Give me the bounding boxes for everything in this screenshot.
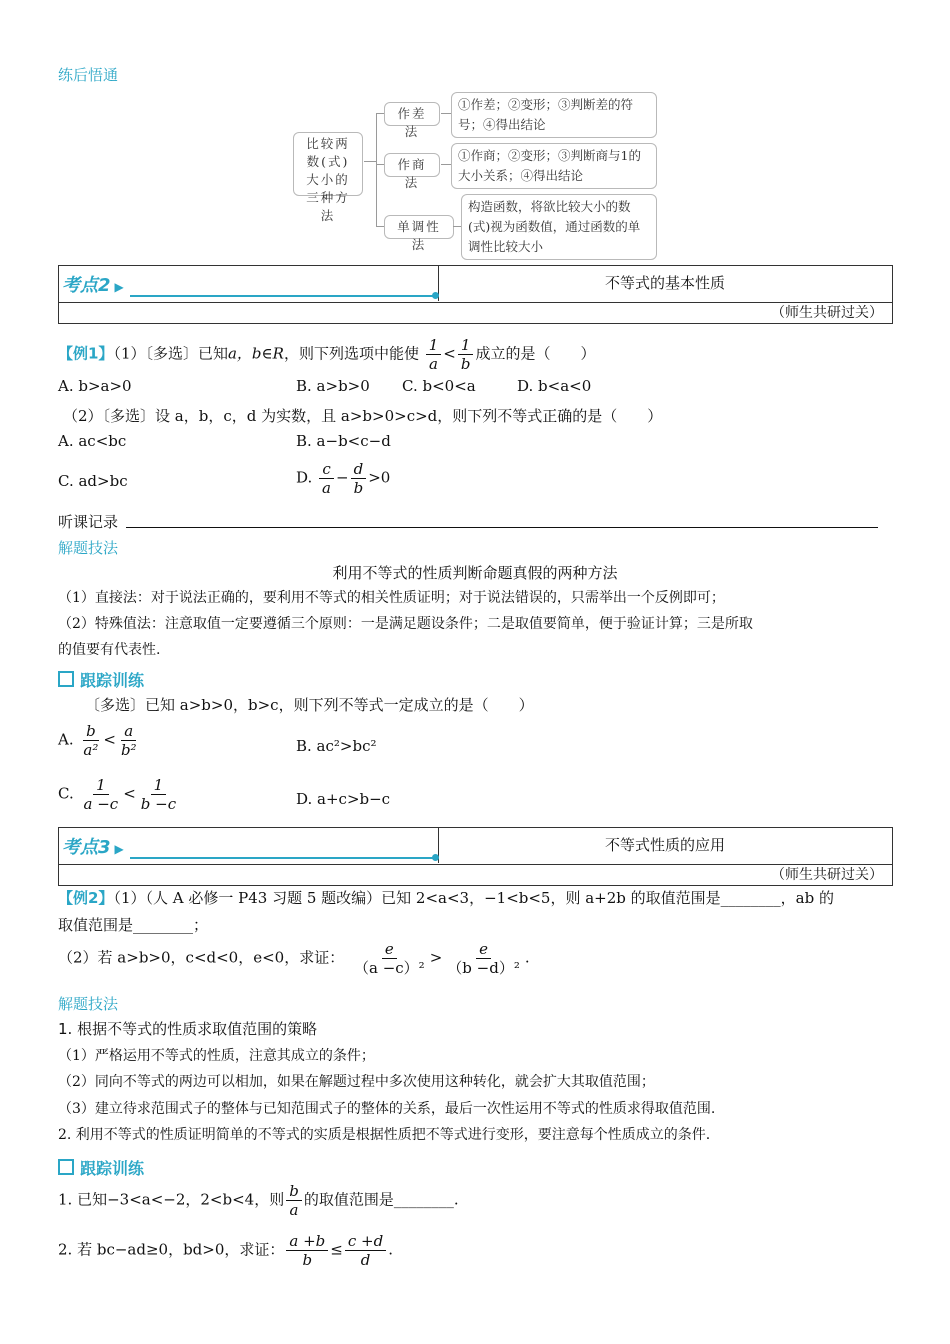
tracking-training-2-heading: 跟踪训练 [58,1156,144,1179]
technique-2-line-3: （3）建立待求范围式子的整体与已知范围式子的整体的关系，最后一次性运用不等式的性质求得取值范围. [58,1101,716,1117]
branch-desc-difference: ①作差；②变形；③判断差的符号；④得出结论 [451,92,657,138]
technique-1-label: 解题技法 [58,539,119,557]
topic-3-note: （师生共研过关） [771,867,883,883]
topic-2-header [58,265,893,337]
example-2-line-1: 【例2】（1）（人 A 必修一 P43 习题 5 题改编）已知 2<a<3，−1<b<5，则 a+2b 的取值范围是________，ab 的 [58,889,834,907]
technique-2-heading: 1. 根据不等式的性质求取值范围的策略 [58,1020,318,1038]
branch-desc-quotient: ①作商；②变形；③判断商与1的大小关系；④得出结论 [451,143,657,189]
topic-3-badge: 考点3 ▶ [62,837,124,858]
topic-2-title: 不等式的基本性质 [604,274,725,292]
technique-1-line-1: （1）直接法：对于说法正确的，要利用不等式的相关性质证明；对于说法错误的，只需举出一个反例即可； [58,590,725,606]
practice-heading: 练后悟通 [58,66,119,84]
technique-2-line-1: （1）严格运用不等式的性质，注意其成立的条件； [58,1048,375,1064]
technique-2-line-4: 2. 利用不等式的性质证明简单的不等式的实质是根据性质把不等式进行变形，要注意每个性质成立的条件. [58,1127,711,1143]
tracking-training-1-heading: 跟踪训练 [58,668,144,691]
checkbox-icon [58,671,74,687]
listen-record-label: 听课记录 [58,513,119,531]
branch-label-quotient: 作商法 [384,153,440,177]
ex1-option-c: C. b<0<a [402,377,476,395]
diagram-root: 比较两数(式)大小的三种方法 [293,132,363,196]
ex1-option-d: D. b<a<0 [517,377,592,395]
branch-desc-monotonic: 构造函数，将欲比较大小的数(式)视为函数值，通过函数的单调性比较大小 [461,194,657,260]
tracking-2-question-2: 2. 若 bc−ad≥0，bd>0，求证： $\frac{a +b}{b}$ ≤ $\frac{c +d}{d}$ . [58,1232,393,1269]
example-1-part-2: （2）〔多选〕设 a，b，c，d 为实数，且 a>b>0>c>d，则下列不等式正确的是（ ） [63,407,663,425]
technique-1-line-3: 的值要有代表性. [58,642,161,658]
fraction-1-over-a: $\frac{1}{a}$ [426,336,442,373]
example-2-part-2: （2）若 a>b>0，c<d<0，e<0，求证： $\frac{e}{\text{（a −c）²}}$ > $\frac{e}{\text{（b −d）²}}$ . [58,940,530,977]
ex1-p2-option-a: A. ac<bc [58,432,127,450]
topic-2-note: （师生共研过关） [771,305,883,321]
checkbox-icon [58,1159,74,1175]
example-2-line-2: 取值范围是________； [58,916,209,934]
branch-label-difference: 作差法 [384,102,440,126]
tracking-1-option-c: C. $\frac{1}{a -c}$ < $\frac{1}{b -c}$ [58,776,177,813]
topic-2-badge: 考点2 ▶ [62,275,124,296]
fraction-1-over-b: $\frac{1}{b}$ [458,336,474,373]
tracking-2-question-1: 1. 已知−3<a<−2，2<b<4，则 $\frac{b}{a}$ 的取值范围是________. [58,1182,459,1219]
branch-label-monotonic: 单调性法 [384,215,454,239]
tracking-1-option-a: A. $\frac{b}{\text{a²}}$ < $\frac{a}{\text{b²}}$ [58,722,137,759]
example-1-stem: 【例1】（1）〔多选〕已知a，b∈R，则下列选项中能使 $\frac{1}{a}$ < $\frac{1}{b}$ 成立的是（ ） [58,336,596,373]
technique-2-label: 解题技法 [58,995,119,1013]
ex1-option-b: B. a>b>0 [296,377,370,395]
example-1-label: 【例1】 [58,344,114,363]
ex1-p2-option-c: C. ad>bc [58,472,128,490]
technique-1-title: 利用不等式的性质判断命题真假的两种方法 [332,564,618,582]
tracking-1-stem: 〔多选〕已知 a>b>0，b>c，则下列不等式一定成立的是（ ） [85,696,534,714]
ex1-p2-option-d: D. $\frac{c}{a}$ − $\frac{d}{b}$ >0 [296,460,391,497]
example-2-label: 【例2】 [58,889,114,907]
technique-2-line-2: （2）同向不等式的两边可以相加，如果在解题过程中多次使用这种转化，就会扩大其取值范围； [58,1074,655,1090]
topic-3-title: 不等式性质的应用 [604,836,725,854]
listen-record-line[interactable] [126,527,878,528]
ex1-option-a: A. b>a>0 [58,377,132,395]
tracking-1-option-b: B. ac²>bc² [296,737,377,755]
technique-1-line-2: （2）特殊值法：注意取值一定要遵循三个原则：一是满足题设条件；二是取值要简单，便于验证计算；三是所取 [58,616,753,632]
tracking-1-option-d: D. a+c>b−c [296,790,391,808]
ex1-p2-option-b: B. a−b<c−d [296,432,391,450]
